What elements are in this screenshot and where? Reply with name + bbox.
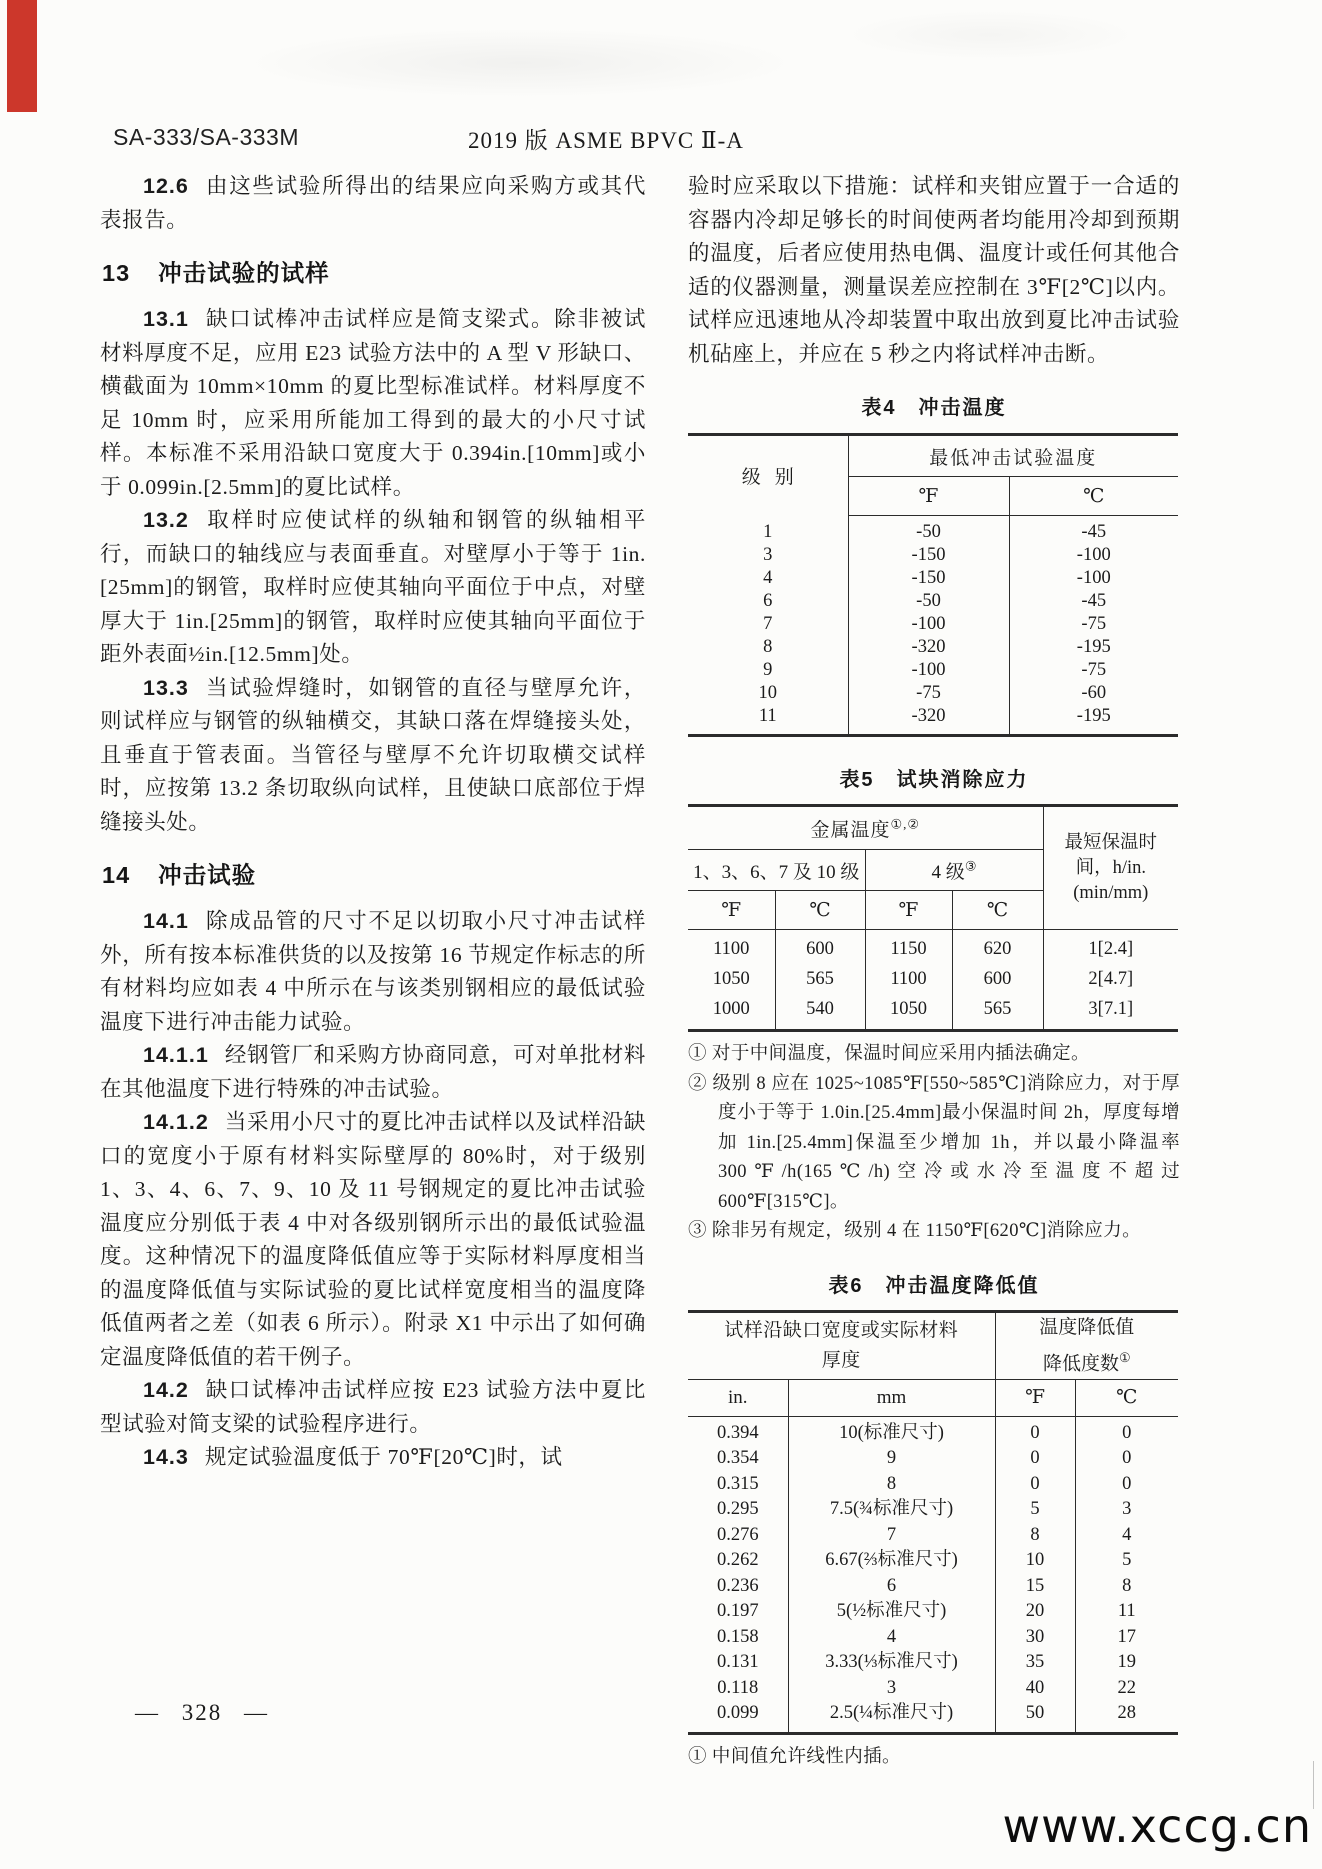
width-mm-cell: 7.5(¾标准尺寸) — [788, 1497, 995, 1523]
clause-text: 经钢管厂和采购方协商同意，可对单批材料在其他温度下进行特殊的冲击试验。 — [100, 1043, 646, 1101]
table6-row — [688, 1472, 1178, 1498]
table4-title: 表4 冲击温度 — [861, 397, 1007, 419]
table5-title: 表5 试块消除应力 — [839, 769, 1029, 791]
width-in-cell: 0.099 — [688, 1701, 788, 1733]
clause-text: 缺口试棒冲击试样应按 E23 试验方法中夏比型试验对简支梁的试验程序进行。 — [100, 1378, 646, 1436]
temp-c-cell: -60 — [1081, 683, 1107, 703]
clause-text: 由这些试验所得出的结果应向采购方或其代表报告。 — [100, 174, 646, 232]
drop-c-cell: 5 — [1122, 1550, 1132, 1571]
paragraph-continuation: 验时应采取以下措施：试样和夹钳应置于一合适的容器内冷却足够长的时间使两者均能用冷却到预期的温度，后者应使用热电偶、温度计或任何其他合适的仪器测量，测量误差应控制在 3℉[2℃]以内。试样应迅速地从冷却装置中取出放到夏比冲击试验机砧座上，并应在 5 秒之内将试样冲击断。 — [688, 174, 1180, 366]
table6-units-row — [688, 1379, 1178, 1416]
g2-c-cell: 565 — [952, 994, 1043, 1031]
table6-header-row — [688, 1311, 1178, 1379]
width-in-cell: 0.315 — [688, 1472, 788, 1498]
table6-row — [688, 1497, 1178, 1523]
scan-edge-line — [1313, 1761, 1314, 1809]
unit-celsius: ℃ — [775, 891, 865, 930]
width-mm-cell: 9 — [788, 1446, 995, 1472]
table6-row — [688, 1446, 1178, 1472]
width-mm-cell: 7 — [788, 1523, 995, 1549]
scan-smudge — [840, 10, 1140, 60]
width-in-cell: 0.276 — [688, 1523, 788, 1549]
table4-impact-temperature — [688, 433, 1178, 737]
clause-number: 14.1.1 — [143, 1043, 209, 1067]
drop-f-cell: 50 — [995, 1701, 1075, 1733]
unit-fahrenheit: ℉ — [848, 477, 1009, 516]
footnote-ref-3: ③ — [964, 858, 977, 874]
grade-cell: 8 — [688, 636, 848, 659]
g2-c-cell: 600 — [952, 964, 1043, 994]
g1-f-cell: 1000 — [688, 994, 775, 1031]
footnote-ref-1-2: ①,② — [890, 816, 921, 832]
width-in-cell: 0.354 — [688, 1446, 788, 1472]
page-number: — 328 — — [135, 1700, 269, 1725]
g2-f-cell: 1050 — [865, 994, 952, 1031]
table6-footnotes — [688, 1743, 1180, 1773]
g1-c-cell: 540 — [775, 994, 865, 1031]
paragraph-14-2 — [100, 1374, 646, 1441]
footnote-ref-1: ① — [1118, 1349, 1131, 1365]
table5-group2-header — [865, 850, 1043, 891]
grade-cell: 9 — [688, 659, 848, 682]
temp-f-cell: -50 — [848, 516, 1009, 545]
table4-span-header: 最低冲击试验温度 — [848, 435, 1178, 477]
drop-c-cell: 28 — [1117, 1703, 1137, 1724]
clause-number: 14.1 — [143, 909, 189, 933]
temp-f-cell: -50 — [848, 590, 1009, 613]
clause-text: 除成品管的尺寸不足以切取小尺寸冲击试样外，所有按本标准供货的以及按第 16 节规定作标志的所有材料均应如表 4 中所示在与该类别钢相应的最低试验温度下进行冲击能力试验。 — [100, 909, 646, 1034]
drop-c-cell: 22 — [1117, 1677, 1137, 1698]
drop-c-cell: 0 — [1122, 1448, 1132, 1469]
paragraph-13-3 — [100, 672, 646, 840]
scan-smudge — [240, 28, 800, 98]
table6-row — [688, 1548, 1178, 1574]
table6-temperature-reduction — [688, 1310, 1178, 1735]
g1-c-cell: 565 — [775, 964, 865, 994]
table4-row — [688, 590, 1178, 613]
left-column — [100, 170, 646, 1475]
drop-f-cell: 10 — [995, 1548, 1075, 1574]
hold-time-cell: 3[7.1] — [1088, 999, 1134, 1019]
clause-text: 缺口试棒冲击试样应是简支梁式。除非被试材料厚度不足，应用 E23 试验方法中的 A 型 V 形缺口、横截面为 10mm×10mm 的夏比型标准试样。材料厚度不足 10mm 时，应采用所能加工得到的最大的小尺寸试样。本标准不采用沿缺口宽度大于 0.394in.[10mm]或小于 0.099in.[2.5mm]的夏比试样。 — [100, 307, 646, 499]
table4-header-row — [688, 435, 1178, 477]
grade-cell: 10 — [688, 682, 848, 705]
unit-celsius: ℃ — [1009, 477, 1178, 516]
doc-code: SA-333/SA-333M — [113, 124, 299, 150]
drop-f-cell: 5 — [995, 1497, 1075, 1523]
table5-header-row — [688, 806, 1178, 850]
unit-celsius: ℃ — [952, 891, 1043, 930]
table5-row — [688, 994, 1178, 1031]
width-header-line1: 试样沿缺口宽度或实际材料 — [724, 1319, 959, 1341]
drop-f-cell: 8 — [995, 1523, 1075, 1549]
temp-c-cell: -100 — [1076, 568, 1111, 588]
g2-f-cell: 1100 — [865, 964, 952, 994]
g2-f-cell: 1150 — [865, 930, 952, 965]
clause-number: 12.6 — [143, 174, 189, 198]
g1-f-cell: 1100 — [688, 930, 775, 965]
paragraph-14-1 — [100, 905, 646, 1039]
grade-cell: 7 — [688, 613, 848, 636]
clause-number: 13.3 — [143, 675, 189, 700]
width-in-cell: 0.262 — [688, 1548, 788, 1574]
temp-c-cell: -195 — [1076, 637, 1111, 657]
width-mm-cell: 6 — [788, 1574, 995, 1600]
table5-footnote-2: ② 级别 8 应在 1025~1085℉[550~585℃]消除应力，对于厚度小于等于 1.0in.[25.4mm]最小保温时间 2h，厚度每增加 1in.[25.4mm]保温至少增加 1h，并以最小降温率 300℉/h(165℃/h)空冷或水冷至温度不超过 600℉[315℃]。 — [688, 1073, 1180, 1212]
width-mm-cell: 8 — [788, 1472, 995, 1498]
drop-f-cell: 40 — [995, 1676, 1075, 1702]
temp-f-cell: -75 — [848, 682, 1009, 705]
clause-text: 当试验焊缝时，如钢管的直径与壁厚允许，则试样应与钢管的纵轴横交，其缺口落在焊缝接头处，且垂直于管表面。当管径与壁厚不允许切取横交试样时，应按第 13.2 条切取纵向试样，且使缺口底部位于焊缝接头处。 — [100, 675, 646, 834]
drop-c-cell: 4 — [1122, 1524, 1132, 1545]
section-number: 14 — [102, 862, 131, 888]
table4-row — [688, 705, 1178, 736]
unit-inch: in. — [688, 1379, 788, 1416]
clause-number: 14.2 — [143, 1378, 189, 1402]
table6-row — [688, 1574, 1178, 1600]
table6-footnote-1: ① 中间值允许线性内插。 — [688, 1746, 901, 1767]
table5-footnote-3: ③ 除非另有规定，级别 4 在 1150℉[620℃]消除应力。 — [688, 1221, 1142, 1241]
table6-width-header — [688, 1311, 995, 1379]
temp-c-cell: -100 — [1076, 545, 1111, 565]
drop-header-line2: 降低度数 — [1042, 1352, 1119, 1374]
table6-drop-header — [995, 1311, 1178, 1379]
unit-fahrenheit: ℉ — [995, 1379, 1075, 1416]
unit-mm: mm — [788, 1379, 995, 1416]
grade-cell: 3 — [688, 544, 848, 567]
temp-f-cell: -100 — [848, 659, 1009, 682]
section-title: 冲击试验 — [158, 862, 257, 888]
clause-number: 14.1.2 — [143, 1110, 209, 1134]
temp-f-cell: -100 — [848, 613, 1009, 636]
hold-time-cell: 1[2.4] — [1088, 939, 1134, 959]
g1-f-cell: 1050 — [688, 964, 775, 994]
grade-cell: 6 — [688, 590, 848, 613]
paragraph-14-1-2 — [100, 1106, 646, 1374]
temp-c-cell: -45 — [1081, 591, 1107, 611]
width-mm-cell: 2.5(¼标准尺寸) — [788, 1701, 995, 1733]
table4-row — [688, 682, 1178, 705]
table5-hold-time-header: 最短保温时间，h/in. (min/mm) — [1043, 806, 1178, 930]
temp-f-cell: -150 — [848, 544, 1009, 567]
width-in-cell: 0.131 — [688, 1650, 788, 1676]
width-in-cell: 0.394 — [688, 1416, 788, 1446]
g1-c-cell: 600 — [775, 930, 865, 965]
temp-c-cell: -45 — [1081, 522, 1107, 542]
drop-c-cell: 11 — [1117, 1601, 1136, 1622]
clause-number: 13.1 — [143, 307, 189, 331]
clause-number: 14.3 — [143, 1445, 189, 1469]
section-title: 冲击试验的试样 — [158, 260, 330, 286]
table4-row — [688, 516, 1178, 545]
table5-row — [688, 930, 1178, 965]
width-mm-cell: 3 — [788, 1676, 995, 1702]
table4-grade-header: 级别 — [688, 435, 848, 516]
unit-fahrenheit: ℉ — [688, 891, 775, 930]
table4-row — [688, 567, 1178, 590]
drop-f-cell: 20 — [995, 1599, 1075, 1625]
watermark-url: www.xccg.cn — [1002, 1799, 1312, 1853]
drop-c-cell: 19 — [1117, 1652, 1137, 1673]
width-mm-cell: 10(标准尺寸) — [788, 1416, 995, 1446]
table6-row — [688, 1599, 1178, 1625]
grade-cell: 1 — [688, 516, 848, 545]
paragraph-12-6 — [100, 170, 646, 237]
metal-temp-label: 金属温度 — [810, 819, 891, 841]
red-corner-mark — [7, 0, 37, 112]
width-header-line2: 厚度 — [821, 1349, 861, 1371]
table4-row — [688, 636, 1178, 659]
width-mm-cell: 4 — [788, 1625, 995, 1651]
drop-header-line1: 温度降低值 — [1039, 1316, 1135, 1338]
table6-row — [688, 1701, 1178, 1733]
paragraph-14-3 — [100, 1441, 646, 1475]
drop-c-cell: 17 — [1117, 1626, 1137, 1647]
paragraph-13-1 — [100, 303, 646, 504]
drop-f-cell: 35 — [995, 1650, 1075, 1676]
page-header-edition: 2019 版 ASME BPVC Ⅱ-A — [468, 128, 744, 153]
drop-c-cell: 8 — [1122, 1575, 1132, 1596]
drop-c-cell: 0 — [1122, 1422, 1132, 1443]
temp-c-cell: -75 — [1081, 660, 1107, 680]
section-heading-13 — [102, 254, 646, 288]
width-in-cell: 0.295 — [688, 1497, 788, 1523]
section-heading-14 — [102, 856, 646, 890]
width-mm-cell: 6.67(⅔标准尺寸) — [788, 1548, 995, 1574]
drop-f-cell: 0 — [995, 1472, 1075, 1498]
paragraph-14-1-1 — [100, 1039, 646, 1106]
drop-f-cell: 15 — [995, 1574, 1075, 1600]
table6-row — [688, 1523, 1178, 1549]
temp-c-cell: -195 — [1076, 706, 1111, 726]
width-mm-cell: 5(½标准尺寸) — [788, 1599, 995, 1625]
table5-metal-temp-header — [688, 806, 1043, 850]
temp-f-cell: -320 — [848, 636, 1009, 659]
clause-number: 13.2 — [143, 508, 189, 532]
group2-label: 4 级 — [931, 861, 965, 883]
drop-f-cell: 0 — [995, 1416, 1075, 1446]
temp-f-cell: -150 — [848, 567, 1009, 590]
table5-stress-relief — [688, 804, 1178, 1032]
grade-cell: 4 — [688, 567, 848, 590]
drop-c-cell: 0 — [1122, 1473, 1132, 1494]
clause-text: 规定试验温度低于 70℉[20℃]时，试 — [204, 1445, 563, 1469]
g2-c-cell: 620 — [952, 930, 1043, 965]
table4-row — [688, 659, 1178, 682]
temp-c-cell: -75 — [1081, 614, 1107, 634]
table6-row — [688, 1650, 1178, 1676]
table4-row — [688, 613, 1178, 636]
table4-row — [688, 544, 1178, 567]
table5-footnote-1: ① 对于中间温度，保温时间应采用内插法确定。 — [688, 1044, 1090, 1064]
width-in-cell: 0.118 — [688, 1676, 788, 1702]
drop-c-cell: 3 — [1122, 1499, 1132, 1520]
hold-time-cell: 2[4.7] — [1088, 969, 1134, 989]
temp-f-cell: -320 — [848, 705, 1009, 736]
grade-cell: 11 — [688, 705, 848, 736]
paragraph-13-2 — [100, 504, 646, 672]
width-mm-cell: 3.33(⅓标准尺寸) — [788, 1650, 995, 1676]
drop-f-cell: 0 — [995, 1446, 1075, 1472]
width-in-cell: 0.236 — [688, 1574, 788, 1600]
clause-text: 当采用小尺寸的夏比冲击试样以及试样沿缺口的宽度小于原有材料实际壁厚的 80%时，对于级别 1、3、4、6、7、9、10 及 11 号钢规定的夏比冲击试验温度应分别低于表 4 中对各级别钢所示出的最低试验温度。这种情况下的温度降低值应等于实际材料厚度相当的温度降低值与实际试验的夏比试样宽度相当的温度降低值两者之差（如表 6 所示）。附录 X1 中示出了如何确定温度降低值的若干例子。 — [100, 1110, 646, 1369]
table6-row — [688, 1416, 1178, 1446]
width-in-cell: 0.158 — [688, 1625, 788, 1651]
unit-fahrenheit: ℉ — [865, 891, 952, 930]
section-number: 13 — [102, 260, 131, 286]
table5-row — [688, 964, 1178, 994]
table6-row — [688, 1676, 1178, 1702]
table6-row — [688, 1625, 1178, 1651]
unit-celsius: ℃ — [1075, 1379, 1178, 1416]
right-column — [688, 170, 1180, 1772]
table5-group1-header: 1、3、6、7 及 10 级 — [688, 850, 865, 891]
table6-title: 表6 冲击温度降低值 — [828, 1274, 1040, 1297]
drop-f-cell: 30 — [995, 1625, 1075, 1651]
table5-footnotes — [688, 1040, 1180, 1247]
width-in-cell: 0.197 — [688, 1599, 788, 1625]
clause-text: 取样时应使试样的纵轴和钢管的纵轴相平行，而缺口的轴线应与表面垂直。对壁厚小于等于 1in.[25mm]的钢管，取样时应使其轴向平面位于中点，对壁厚大于 1in.[25mm]的钢管，取样时应使其轴向平面位于距外表面½in.[12.5mm]处。 — [100, 508, 646, 666]
